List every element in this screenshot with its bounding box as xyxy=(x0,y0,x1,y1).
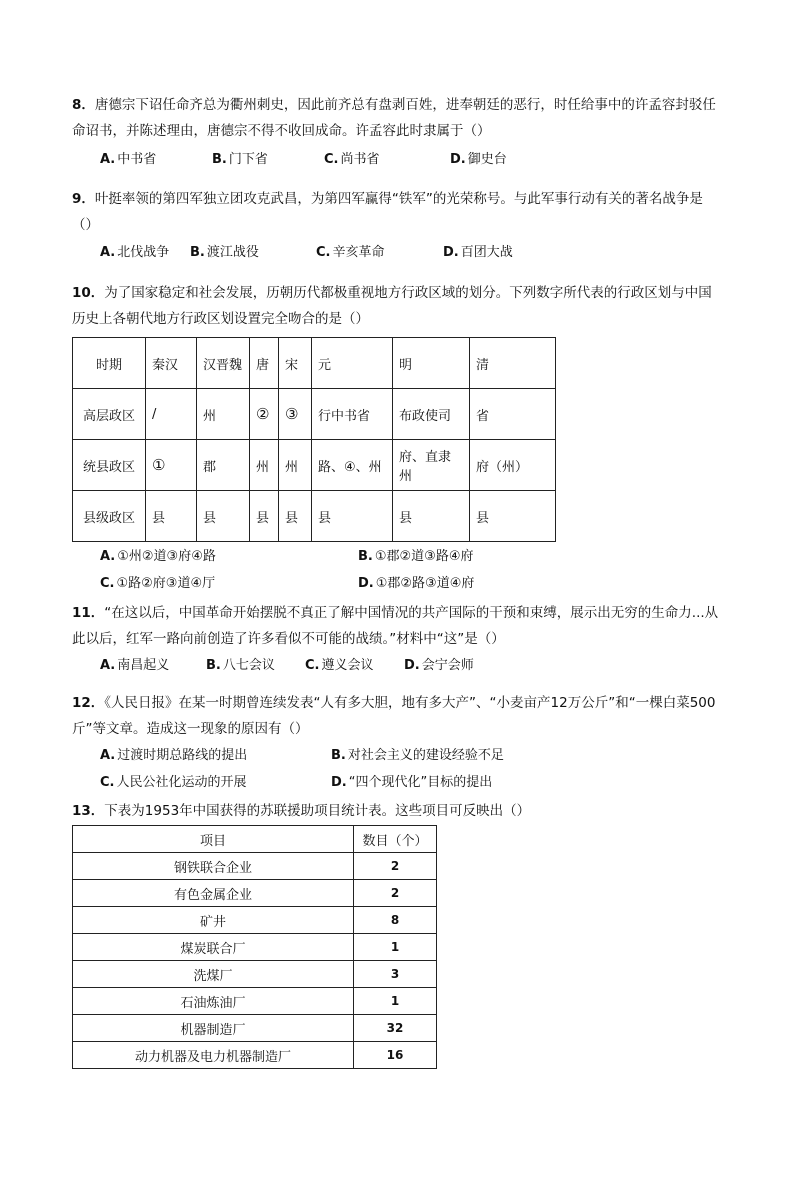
table-cell: 有色金属企业 xyxy=(73,880,354,907)
table-cell: 县 xyxy=(250,491,279,542)
table-cell: 路、④、州 xyxy=(312,440,393,491)
question-13 xyxy=(72,798,722,824)
table-row xyxy=(73,338,556,389)
table-header-cell: 数目（个） xyxy=(354,826,437,853)
table-cell: 16 xyxy=(354,1042,437,1069)
option-a[interactable]: A. ①州②道③府④路 xyxy=(100,549,216,564)
table-row xyxy=(73,961,437,988)
table-row xyxy=(73,934,437,961)
table-cell: 钢铁联合企业 xyxy=(73,853,354,880)
question-text: 唐德宗下诏任命齐总为衢州刺史，因此前齐总有盘剥百姓，进奉朝廷的恶行，时任给事中的许孟容封驳任命诏书，并陈述理由，唐德宗不得不收回成命。许孟容此时隶属于（） xyxy=(72,97,716,139)
table-cell: 1 xyxy=(354,934,437,961)
table-cell: 石油炼油厂 xyxy=(73,988,354,1015)
table-cell: 州 xyxy=(197,389,250,440)
table-row xyxy=(73,491,556,542)
table-cell: 2 xyxy=(354,853,437,880)
question-number: 8． xyxy=(72,97,95,113)
table-row xyxy=(73,389,556,440)
question-9 xyxy=(72,186,722,238)
question-number: 11． xyxy=(72,605,105,621)
table-cell: 统县政区 xyxy=(73,440,146,491)
table-cell: 布政使司 xyxy=(393,389,470,440)
question-11 xyxy=(72,600,722,652)
table-cell: 郡 xyxy=(197,440,250,491)
table-cell: 元 xyxy=(312,338,393,389)
question-number: 9． xyxy=(72,191,95,207)
table-cell: 1 xyxy=(354,988,437,1015)
option-a[interactable]: A. 南昌起义 xyxy=(100,658,170,673)
table-cell: 时期 xyxy=(73,338,146,389)
table-cell: 县 xyxy=(393,491,470,542)
option-b[interactable]: B. 渡江战役 xyxy=(190,245,259,260)
table-row xyxy=(73,853,437,880)
option-c[interactable]: C. 尚书省 xyxy=(324,152,380,167)
table-cell: 洗煤厂 xyxy=(73,961,354,988)
option-d[interactable]: D. 百团大战 xyxy=(443,245,513,260)
table-cell: 省 xyxy=(470,389,556,440)
table-cell: 2 xyxy=(354,880,437,907)
option-b[interactable]: B. ①郡②道③路④府 xyxy=(358,549,474,564)
table-cell: 机器制造厂 xyxy=(73,1015,354,1042)
table-cell: 行中书省 xyxy=(312,389,393,440)
table-cell: 明 xyxy=(393,338,470,389)
table-row xyxy=(73,1042,437,1069)
table-cell: 动力机器及电力机器制造厂 xyxy=(73,1042,354,1069)
option-d[interactable]: D. ①郡②路③道④府 xyxy=(358,576,475,591)
soviet-aid-table xyxy=(72,825,437,1069)
table-cell: ① xyxy=(146,440,197,491)
table-cell: / xyxy=(146,389,197,440)
table-row xyxy=(73,907,437,934)
option-d[interactable]: D. “四个现代化”目标的提出 xyxy=(331,775,493,790)
option-a[interactable]: A. 北伐战争 xyxy=(100,245,170,260)
question-12 xyxy=(72,690,722,742)
table-row xyxy=(73,988,437,1015)
table-cell: 煤炭联合厂 xyxy=(73,934,354,961)
table-cell: 府（州） xyxy=(470,440,556,491)
question-8 xyxy=(72,92,722,144)
option-d[interactable]: D. 会宁会师 xyxy=(404,658,474,673)
table-cell: ② xyxy=(250,389,279,440)
table-cell: 8 xyxy=(354,907,437,934)
option-b[interactable]: B. 对社会主义的建设经验不足 xyxy=(331,748,504,763)
table-cell: 县 xyxy=(470,491,556,542)
table-cell: 宋 xyxy=(279,338,312,389)
table-header-cell: 项目 xyxy=(73,826,354,853)
table-cell: 高层政区 xyxy=(73,389,146,440)
table-cell: 唐 xyxy=(250,338,279,389)
table-row xyxy=(73,880,437,907)
table-cell: 32 xyxy=(354,1015,437,1042)
question-text: 叶挺率领的第四军独立团攻克武昌，为第四军赢得“铁军”的光荣称号。与此军事行动有关的著名战争是（） xyxy=(72,191,703,233)
question-text: “在这以后，中国革命开始摆脱不真正了解中国情况的共产国际的干预和束缚，展示出无穷的生命力...从此以后，红军一路向前创造了许多看似不可能的战绩。”材料中“这”是（） xyxy=(72,605,719,647)
table-cell: 县 xyxy=(312,491,393,542)
table-row xyxy=(73,440,556,491)
table-cell: 县 xyxy=(146,491,197,542)
question-number: 10． xyxy=(72,285,105,301)
question-10 xyxy=(72,280,722,332)
option-a[interactable]: A. 过渡时期总路线的提出 xyxy=(100,748,248,763)
question-text: 《人民日报》在某一时期曾连续发表“人有多大胆，地有多大产”、“小麦亩产12万公斤”和“一棵白菜500斤”等文章。造成这一现象的原因有（） xyxy=(72,695,716,737)
table-cell: 县 xyxy=(197,491,250,542)
admin-division-table xyxy=(72,337,556,542)
table-cell: 3 xyxy=(354,961,437,988)
question-number: 13． xyxy=(72,803,105,819)
question-number: 12． xyxy=(72,695,105,711)
option-b[interactable]: B. 门下省 xyxy=(212,152,268,167)
option-a[interactable]: A. 中书省 xyxy=(100,152,157,167)
question-text: 为了国家稳定和社会发展，历朝历代都极重视地方行政区域的划分。下列数字所代表的行政区划与中国历史上各朝代地方行政区划设置完全吻合的是（） xyxy=(72,285,712,327)
table-cell: 县 xyxy=(279,491,312,542)
table-cell: 县级政区 xyxy=(73,491,146,542)
table-cell: 州 xyxy=(250,440,279,491)
table-cell: ③ xyxy=(279,389,312,440)
option-c[interactable]: C. 遵义会议 xyxy=(305,658,374,673)
table-cell: 秦汉 xyxy=(146,338,197,389)
table-cell: 州 xyxy=(279,440,312,491)
table-cell: 府、直隶州 xyxy=(393,440,470,491)
question-text: 下表为1953年中国获得的苏联援助项目统计表。这些项目可反映出（） xyxy=(104,803,531,819)
table-cell: 矿井 xyxy=(73,907,354,934)
table-header-row xyxy=(73,826,437,853)
option-b[interactable]: B. 八七会议 xyxy=(206,658,275,673)
table-cell: 汉晋魏 xyxy=(197,338,250,389)
option-c[interactable]: C. 人民公社化运动的开展 xyxy=(100,775,247,790)
option-c[interactable]: C. 辛亥革命 xyxy=(316,245,385,260)
option-c[interactable]: C. ①路②府③道④厅 xyxy=(100,576,216,591)
option-d[interactable]: D. 御史台 xyxy=(450,152,507,167)
table-row xyxy=(73,1015,437,1042)
table-cell: 清 xyxy=(470,338,556,389)
